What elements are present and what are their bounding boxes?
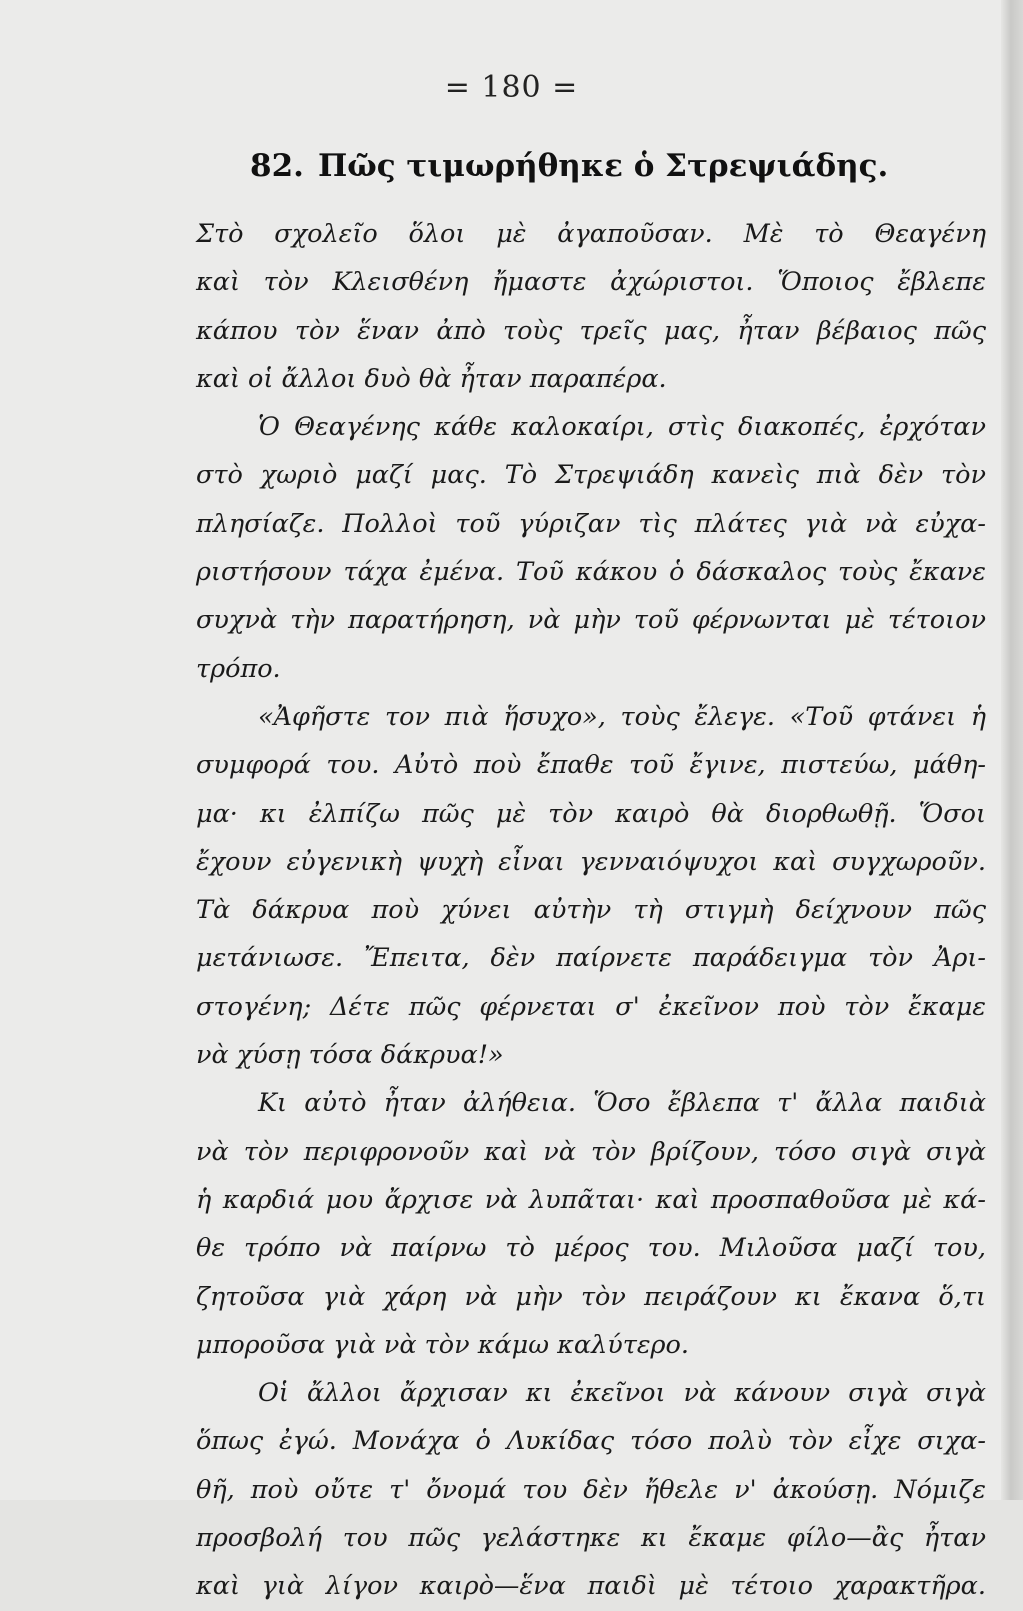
text-line: ζητοῦσα γιὰ χάρη νὰ μὴν τὸν πειράζουν κι ἔκανα ὅ,τι	[196, 1281, 986, 1312]
page-number: = 180 =	[444, 70, 579, 105]
text-line: συχνὰ τὴν παρατήρηση, νὰ μὴν τοῦ φέρνωνται μὲ τέτοιον	[196, 605, 986, 636]
chapter-heading	[250, 148, 950, 184]
text-line: συμφορά του. Αὐτὸ ποὺ ἔπαθε τοῦ ἔγινε, πιστεύω, μάθη-	[196, 750, 986, 781]
text-line: θῆ, ποὺ οὔτε τ' ὄνομά του δὲν ἤθελε ν' ἀκούσῃ. Νόμιζε	[196, 1474, 986, 1505]
text-line: νὰ χύσῃ τόσα δάκρυα!»	[196, 1040, 504, 1071]
page-edge-shadow	[1001, 0, 1023, 1500]
text-line: Ὁ Θεαγένης κάθε καλοκαίρι, στὶς διακοπές, ἐρχόταν	[258, 412, 986, 443]
text-line: καὶ τὸν Κλεισθένη ἤμαστε ἀχώριστοι. Ὅποιος ἔβλεπε	[196, 267, 986, 298]
text-line: στὸ χωριὸ μαζί μας. Τὸ Στρεψιάδη κανεὶς πιὰ δὲν τὸν	[196, 460, 986, 491]
text-line: θε τρόπο νὰ παίρνω τὸ μέρος του. Μιλοῦσα μαζί του,	[196, 1233, 986, 1264]
text-line: Κι αὐτὸ ἦταν ἀλήθεια. Ὅσο ἔβλεπα τ' ἄλλα παιδιὰ	[258, 1088, 986, 1119]
text-line: κάπου τὸν ἕναν ἀπὸ τοὺς τρεῖς μας, ἦταν βέβαιος πῶς	[196, 315, 986, 346]
text-line: τρόπο.	[196, 653, 281, 684]
body-text	[196, 210, 986, 1611]
text-line: νὰ τὸν περιφρονοῦν καὶ νὰ τὸν βρίζουν, τόσο σιγὰ σιγὰ	[196, 1136, 986, 1167]
text-line: ριστήσουν τάχα ἐμένα. Τοῦ κάκου ὁ δάσκαλος τοὺς ἔκανε	[196, 557, 986, 588]
text-line: μετάνιωσε. Ἔπειτα, δὲν παίρνετε παράδειγμα τὸν Ἀρι-	[196, 943, 986, 974]
text-line: μα· κι ἐλπίζω πῶς μὲ τὸν καιρὸ θὰ διορθωθῇ. Ὅσοι	[196, 798, 986, 829]
text-line: ἔχουν εὐγενικὴ ψυχὴ εἶναι γενναιόψυχοι καὶ συγχωροῦν.	[196, 846, 986, 877]
text-line: Στὸ σχολεῖο ὅλοι μὲ ἀγαποῦσαν. Μὲ τὸ Θεαγένη	[196, 219, 986, 249]
text-line: Τὰ δάκρυα ποὺ χύνει αὐτὴν τὴ στιγμὴ δείχνουν πῶς	[196, 895, 986, 926]
chapter-title: Πῶς τιμωρήθηκε ὁ Στρεψιάδης.	[317, 148, 889, 184]
text-line: στογένη; Δέτε πῶς φέρνεται σ' ἐκεῖνον ποὺ τὸν ἔκαμε	[196, 991, 986, 1022]
text-line: προσβολή του πῶς γελάστηκε κι ἔκαμε φίλο—ἂς ἦταν	[196, 1523, 986, 1554]
chapter-number: 82.	[250, 148, 304, 184]
text-line: μποροῦσα γιὰ νὰ τὸν κάμω καλύτερο.	[196, 1329, 689, 1360]
text-line: πλησίαζε. Πολλοὶ τοῦ γύριζαν τὶς πλάτες γιὰ νὰ εὐχα-	[196, 508, 986, 539]
text-line: «Ἀφῆστε τον πιὰ ἥσυχο», τοὺς ἔλεγε. «Τοῦ φτάνει ἡ	[258, 701, 986, 732]
text-line: ὅπως ἐγώ. Μονάχα ὁ Λυκίδας τόσο πολὺ τὸν εἶχε σιχα-	[196, 1426, 986, 1457]
text-line: Οἱ ἄλλοι ἄρχισαν κι ἐκεῖνοι νὰ κάνουν σιγὰ σιγὰ	[258, 1378, 986, 1409]
text-line: καὶ γιὰ λίγον καιρὸ—ἕνα παιδὶ μὲ τέτοιο χαρακτῆρα.	[196, 1571, 986, 1602]
text-line: ἡ καρδιά μου ἄρχισε νὰ λυπᾶται· καὶ προσπαθοῦσα μὲ κά-	[196, 1184, 986, 1215]
text-line: καὶ οἱ ἄλλοι δυὸ θὰ ἦταν παραπέρα.	[196, 363, 667, 394]
